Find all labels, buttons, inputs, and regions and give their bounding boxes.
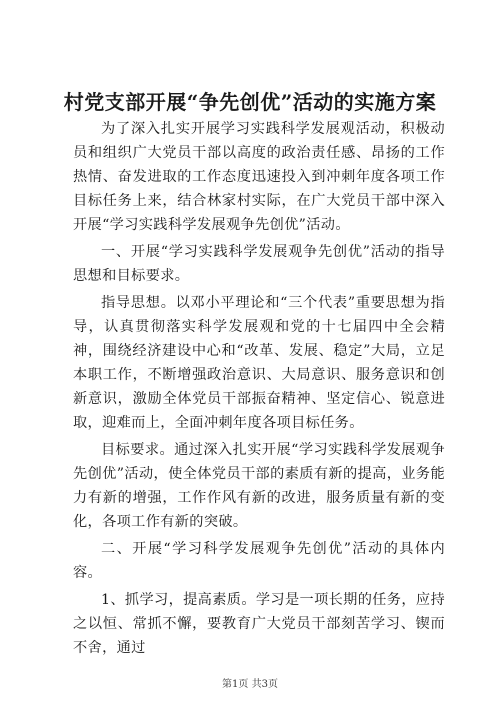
section-heading-1: 一、开展“学习实践科学发展观争先创优”活动的指导思想和目标要求。 (73, 244, 445, 284)
document-title: 村党支部开展“争先创优”活动的实施方案 (63, 90, 437, 114)
section-heading-2: 二、开展“学习科学发展观争先创优”活动的具体内容。 (73, 541, 445, 581)
goal-requirements-paragraph: 目标要求。通过深入扎实开展“学习实践科学发展观争先创优”活动，使全体党员干部的素质有新的提高，业务能力有新的增强，工作作风有新的改进，服务质量有新的变化，各项工作有新的突破。 (73, 442, 445, 530)
page-number-footer: 第1页 共3页 (222, 679, 278, 690)
study-paragraph: 1、抓学习，提高素质。学习是一项长期的任务，应持之以恒、常抓不懈，要教育广大党员干部刻苦学习、锲而不舍，通过 (73, 592, 445, 656)
document-body (73, 117, 445, 663)
intro-paragraph: 为了深入扎实开展学习实践科学发展观活动，积极动员和组织广大党员干部以高度的政治责任感、昂扬的工作热情、奋发进取的工作态度迅速投入到冲刺年度各项工作目标任务上来，结合林家村实际，在广大党员干部中深入开展“学习实践科学发展观争先创优”活动。 (73, 121, 445, 233)
guiding-thought-paragraph: 指导思想。以邓小平理论和“三个代表”重要思想为指导，认真贯彻落实科学发展观和党的十七届四中全会精神，围绕经济建设中心和“改革、发展、稳定”大局，立足本职工作，不断增强政治意识、大局意识、服务意识和创新意识，激励全体党员干部振奋精神、坚定信心、锐意进取，迎难而上，全面冲刺年度各项目标任务。 (73, 295, 445, 431)
